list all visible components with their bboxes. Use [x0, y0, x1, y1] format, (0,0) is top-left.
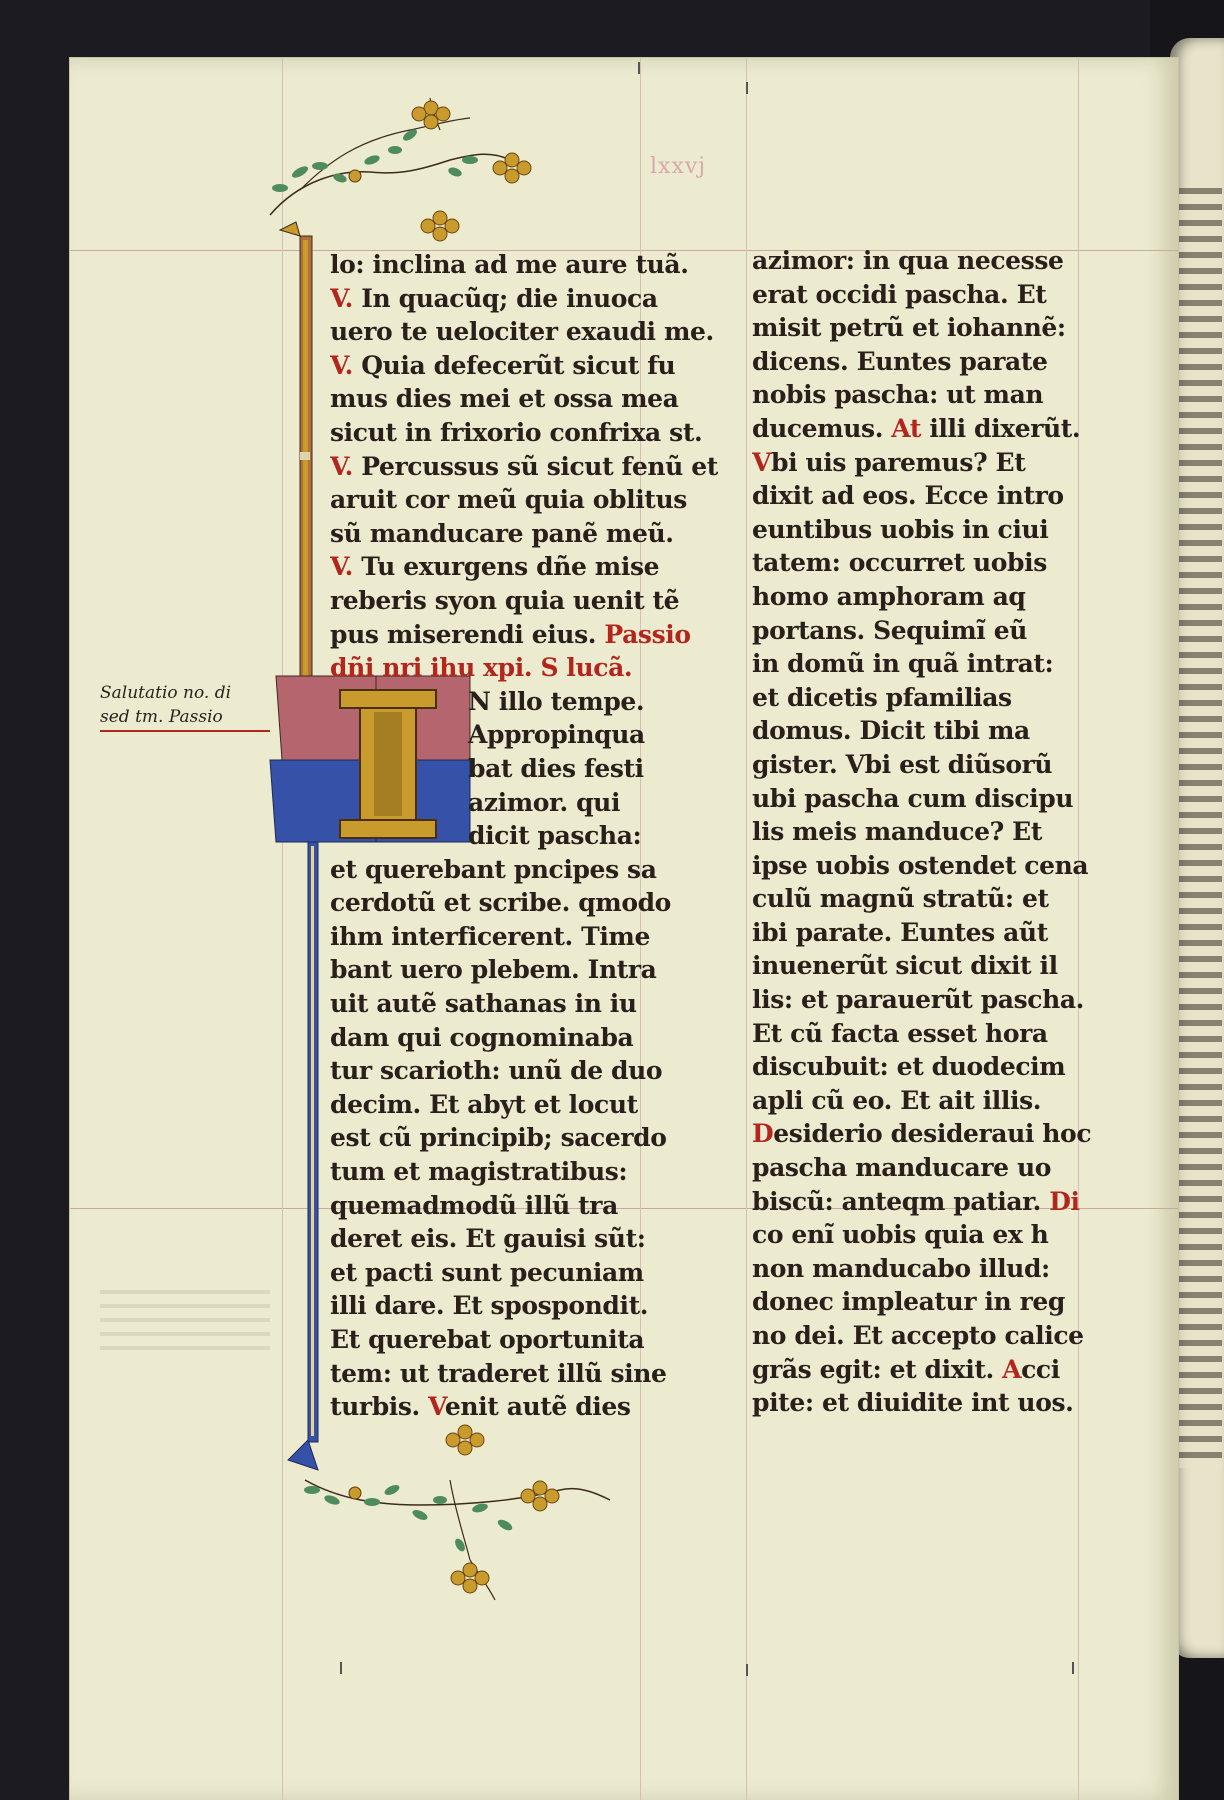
rubric-text: D [752, 1119, 774, 1149]
text-line: apli cũ eo. Et ait illis. [752, 1085, 1042, 1115]
text-line: sicut in frixorio confrixa st. [330, 417, 703, 447]
text-line: pus miserendi eius. Passio [330, 619, 691, 649]
rubric-text: V [752, 447, 771, 477]
text-line: donec impleatur in reg [752, 1287, 1065, 1317]
text-line: pite: et diuidite int uos. [752, 1388, 1074, 1418]
text-line: tem: ut traderet illũ sine [330, 1358, 667, 1388]
margin-note-line: sed tm. Passio [100, 707, 223, 727]
text-line: ihm interficerent. Time [330, 921, 650, 951]
text-line: pascha manducare uo [752, 1153, 1051, 1183]
text-line: lo: inclina ad me aure tuã. [330, 250, 689, 279]
text-line: V. Quia defecerũt sicut fu [330, 350, 676, 380]
text-line: V. In quacũq; die inuoca [330, 283, 658, 313]
rubric-text: A [1002, 1354, 1022, 1384]
vertical-border-bar [280, 222, 318, 1470]
text-line: deret eis. Et gauisi sũt: [330, 1224, 646, 1254]
text-line: Et cũ facta esset hora [752, 1018, 1048, 1048]
text-line: tatem: occurret uobis [752, 548, 1047, 578]
text-line: azimor: in qua necesse [752, 246, 1064, 275]
text-line: dixit ad eos. Ecce intro [752, 481, 1064, 511]
rubric-text: V. [330, 350, 353, 380]
text-line: tur scarioth: unũ de duo [330, 1056, 663, 1086]
text-line: cerdotũ et scribe. qmodo [330, 888, 671, 918]
text-line: co enĩ uobis quia ex h [752, 1220, 1049, 1250]
text-line: uero te uelociter exaudi me. [330, 317, 714, 347]
text-line: euntibus uobis in ciui [752, 514, 1049, 544]
text-line: dicens. Euntes parate [752, 346, 1048, 376]
text-line [330, 651, 718, 685]
margin-note-line: Salutatio no. di [100, 683, 232, 703]
text-line: domus. Dicit tibi ma [752, 716, 1030, 746]
text-line: est cũ principib; sacerdo [330, 1123, 667, 1153]
text-line: no dei. Et accepto calice [752, 1321, 1084, 1350]
text-line: et dicetis pfamilias [752, 682, 1012, 712]
text-line: Vbi uis paremus? Et [752, 447, 1026, 477]
rubric-text: Di [1049, 1186, 1080, 1216]
text-line: aruit cor meũ quia oblitus [330, 485, 687, 515]
text-line: et pacti sunt pecuniam [330, 1257, 644, 1287]
text-line: bant uero plebem. Intra [330, 955, 657, 985]
text-line: dicit pascha: [468, 821, 642, 851]
rubric-text: Passio [604, 619, 691, 649]
text-line: ducemus. At illi dixerũt. [752, 413, 1081, 443]
text-line: inuenerũt sicut dixit il [752, 951, 1058, 981]
text-line: culũ magnũ stratũ: et [752, 884, 1049, 914]
text-line: biscũ: anteqm patiar. Di [752, 1186, 1080, 1216]
text-line: azimor. qui [468, 787, 621, 817]
text-line: V. Percussus sũ sicut fenũ et [330, 451, 718, 481]
text-line: dam qui cognominaba [330, 1022, 634, 1052]
text-line: turbis. Venit autẽ dies [330, 1392, 631, 1422]
text-line: grãs egit: et dixit. Acci [752, 1354, 1060, 1384]
text-line: ibi parate. Euntes aũt [752, 917, 1048, 947]
top-floral-spray-icon [270, 98, 531, 241]
text-line: ipse uobis ostendet cena [752, 850, 1089, 880]
bottom-floral-spray-icon [304, 1425, 610, 1600]
text-line: ubi pascha cum discipu [752, 783, 1074, 813]
text-line: Appropinqua [468, 720, 645, 750]
text-line: decim. Et abyt et locut [330, 1089, 638, 1119]
text-line: uit autẽ sathanas in iu [330, 989, 637, 1019]
text-line: bat dies festi [468, 753, 644, 783]
rubric-text: V. [330, 283, 353, 313]
text-line: Et querebat oportunita [330, 1325, 645, 1354]
text-line: lis: et parauerũt pascha. [752, 985, 1084, 1015]
text-line: erat occidi pascha. Et [752, 279, 1047, 309]
rubric-text: V [428, 1392, 445, 1422]
text-line: mus dies mei et ossa mea [330, 384, 679, 414]
text-line: sũ manducare panẽ meũ. [330, 518, 674, 548]
text-line: in domũ in quã intrat: [752, 649, 1054, 679]
left-text-column [330, 248, 718, 1424]
text-line: misit petrũ et iohannẽ: [752, 313, 1066, 343]
text-line: portans. Sequimĩ eũ [752, 615, 1027, 645]
text-line: N illo tempe. [468, 686, 645, 716]
text-line: et querebant pncipes sa [330, 854, 657, 884]
text-line: lis meis manduce? Et [752, 817, 1042, 847]
text-line: Desiderio desideraui hoc [752, 1119, 1092, 1149]
rubric-text: dñi nri ihu xpi. S lucã. [330, 653, 633, 683]
text-line: gister. Vbi est diũsorũ [752, 749, 1053, 779]
text-line: reberis syon quia uenit tẽ [330, 585, 680, 615]
right-text-column [752, 244, 1091, 1420]
rubric-text: V. [330, 552, 353, 582]
rubric-text: V. [330, 451, 353, 481]
text-line: V. Tu exurgens dñe mise [330, 552, 660, 582]
text-line: illi dare. Et spospondit. [330, 1291, 649, 1321]
text-line: non manducabo illud: [752, 1253, 1050, 1283]
text-line: nobis pascha: ut man [752, 380, 1044, 410]
text-line: tum et magistratibus: [330, 1157, 628, 1187]
text-line: quemadmodũ illũ tra [330, 1190, 618, 1220]
rubric-text: At [891, 413, 922, 443]
text-line: discubuit: et duodecim [752, 1052, 1066, 1082]
folio-number: lxxvj [650, 154, 707, 179]
text-line: homo amphoram aq [752, 581, 1026, 611]
